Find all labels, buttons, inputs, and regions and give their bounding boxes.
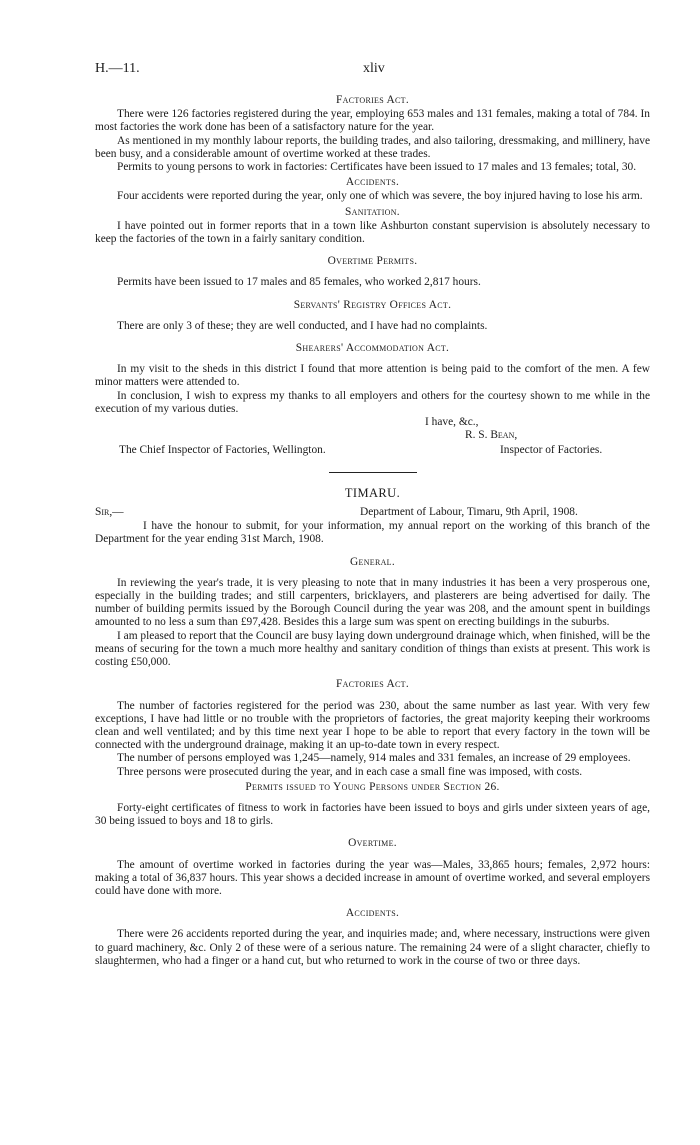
section-heading-factories-act: Factories Act.	[335, 678, 410, 691]
section-heading-shearers-accommodation: Shearers' Accommodation Act.	[295, 342, 450, 355]
section-heading-sanitation: Sanitation.	[345, 205, 400, 218]
paragraph: Three persons were prosecuted during the year, and in each case a small fine was imposed, with costs.	[117, 765, 583, 778]
paragraph: Permits to young persons to work in factories: Certificates have been issued to 17 males and 13 females; total, 30.	[117, 161, 637, 174]
page-header	[95, 0, 650, 92]
paragraph: There were 26 accidents reported during the year, and inquiries made; and, where necessary, instructions were given to guard machinery, &c. Only 2 of these were of a serious nature. The remaining 24 were of a slight character, chiefly to slaughtermen, who had a finger or a hand cut, but who returned to work in the course of two or three days.	[95, 928, 650, 967]
report-title: TIMARU.	[344, 486, 401, 501]
paragraph: In conclusion, I wish to express my thanks to all employers and others for the courtesy shown to me while in the execution of my various duties.	[95, 389, 650, 415]
signatory-name: R. S. Bean,	[465, 429, 518, 442]
paragraph: As mentioned in my monthly labour reports, the building trades, and also tailoring, dressmaking, and millinery, have been busy, and a considerable amount of overtime worked at these trades.	[95, 134, 650, 160]
signature-block	[95, 416, 650, 458]
paragraph: There are only 3 of these; they are well conducted, and I have had no complaints.	[117, 319, 488, 332]
paragraph: In reviewing the year's trade, it is very pleasing to note that in many industries it has been a very prosperous one, especially in the building trades; and still carpenters, bricklayers, and plasterers are being advertised for daily. The number of building permits issued by the Borough Council during the year was 208, and the amount spent in buildings amounted to no less a sum than £97,428. Besides this a large sum was spent on erecting buildings in the suburbs.	[95, 576, 650, 629]
section-heading-overtime-permits: Overtime Permits.	[327, 255, 418, 268]
paragraph: Permits have been issued to 17 males and 85 females, who worked 2,817 hours.	[117, 276, 481, 289]
paragraph: The number of factories registered for the period was 230, about the same number as last year. With very few exceptions, I have had little or no trouble with the proprietors of factories, the great majority keeping their workrooms clean and well ventilated; and by this time next year I hope to be able to report that every factory in the town will be connected with the underground drainage, making it an up-to-date town in every respect.	[95, 699, 650, 752]
section-divider	[329, 472, 417, 473]
section-heading-accidents: Accidents.	[345, 176, 400, 189]
timaru-report	[95, 487, 650, 968]
salutation-line	[95, 506, 650, 520]
section-heading-permits-young-persons: Permits issued to Young Persons under Section 26.	[245, 780, 500, 793]
section-heading-general: General.	[349, 555, 396, 568]
section-heading-servants-registry: Servants' Registry Offices Act.	[293, 298, 452, 311]
section-heading-accidents: Accidents.	[345, 907, 400, 920]
salutation: Sir,—	[95, 506, 124, 519]
addressee: The Chief Inspector of Factories, Wellington.	[119, 444, 326, 457]
section-heading-factories-act: Factories Act.	[335, 94, 410, 106]
signatory-title: Inspector of Factories.	[500, 444, 603, 457]
paragraph: There were 126 factories registered during the year, employing 653 males and 131 females, making a total of 784. In most factories the work done has been of a satisfactory nature for the year.	[95, 108, 650, 134]
paragraph: I have pointed out in former reports that in a town like Ashburton constant supervision is absolutely necessary to keep the factories of the town in a fairly sanitary condition.	[95, 219, 650, 246]
paragraph: I am pleased to report that the Council are busy laying down underground drainage which, when finished, will be the means of securing for the town a much more healthy and sanitary condition of things than exists at present. This work is costing £50,000.	[95, 629, 650, 669]
page-number: xliv	[363, 61, 385, 76]
section-heading-overtime: Overtime.	[348, 837, 397, 850]
paragraph: Four accidents were reported during the year, only one of which was severe, the boy injured having to lose his arm.	[117, 190, 643, 203]
paragraph: Forty-eight certificates of fitness to work in factories have been issued to boys and girls under sixteen years of age, 30 being issued to boys and 18 to girls.	[95, 801, 650, 828]
ashburton-report	[95, 94, 650, 458]
paragraph: I have the honour to submit, for your information, my annual report on the working of this branch of the Department for the year ending 31st March, 1908.	[95, 520, 650, 546]
paragraph: The number of persons employed was 1,245—namely, 914 males and 331 females, an increase of 29 employees.	[117, 752, 631, 765]
closing-line: I have, &c.,	[425, 416, 479, 429]
paragraph: In my visit to the sheds in this district I found that more attention is being paid to the comfort of the men. A few minor matters were attended to.	[95, 363, 650, 389]
paragraph: The amount of overtime worked in factories during the year was—Males, 33,865 hours; females, 2,972 hours: making a total of 36,837 hours. This year shows a decided increase in amount of overtime worked, and several employers could have done with more.	[95, 858, 650, 897]
department-date-line: Department of Labour, Timaru, 9th April, 1908.	[360, 506, 578, 519]
document-code: H.—11.	[95, 61, 140, 76]
